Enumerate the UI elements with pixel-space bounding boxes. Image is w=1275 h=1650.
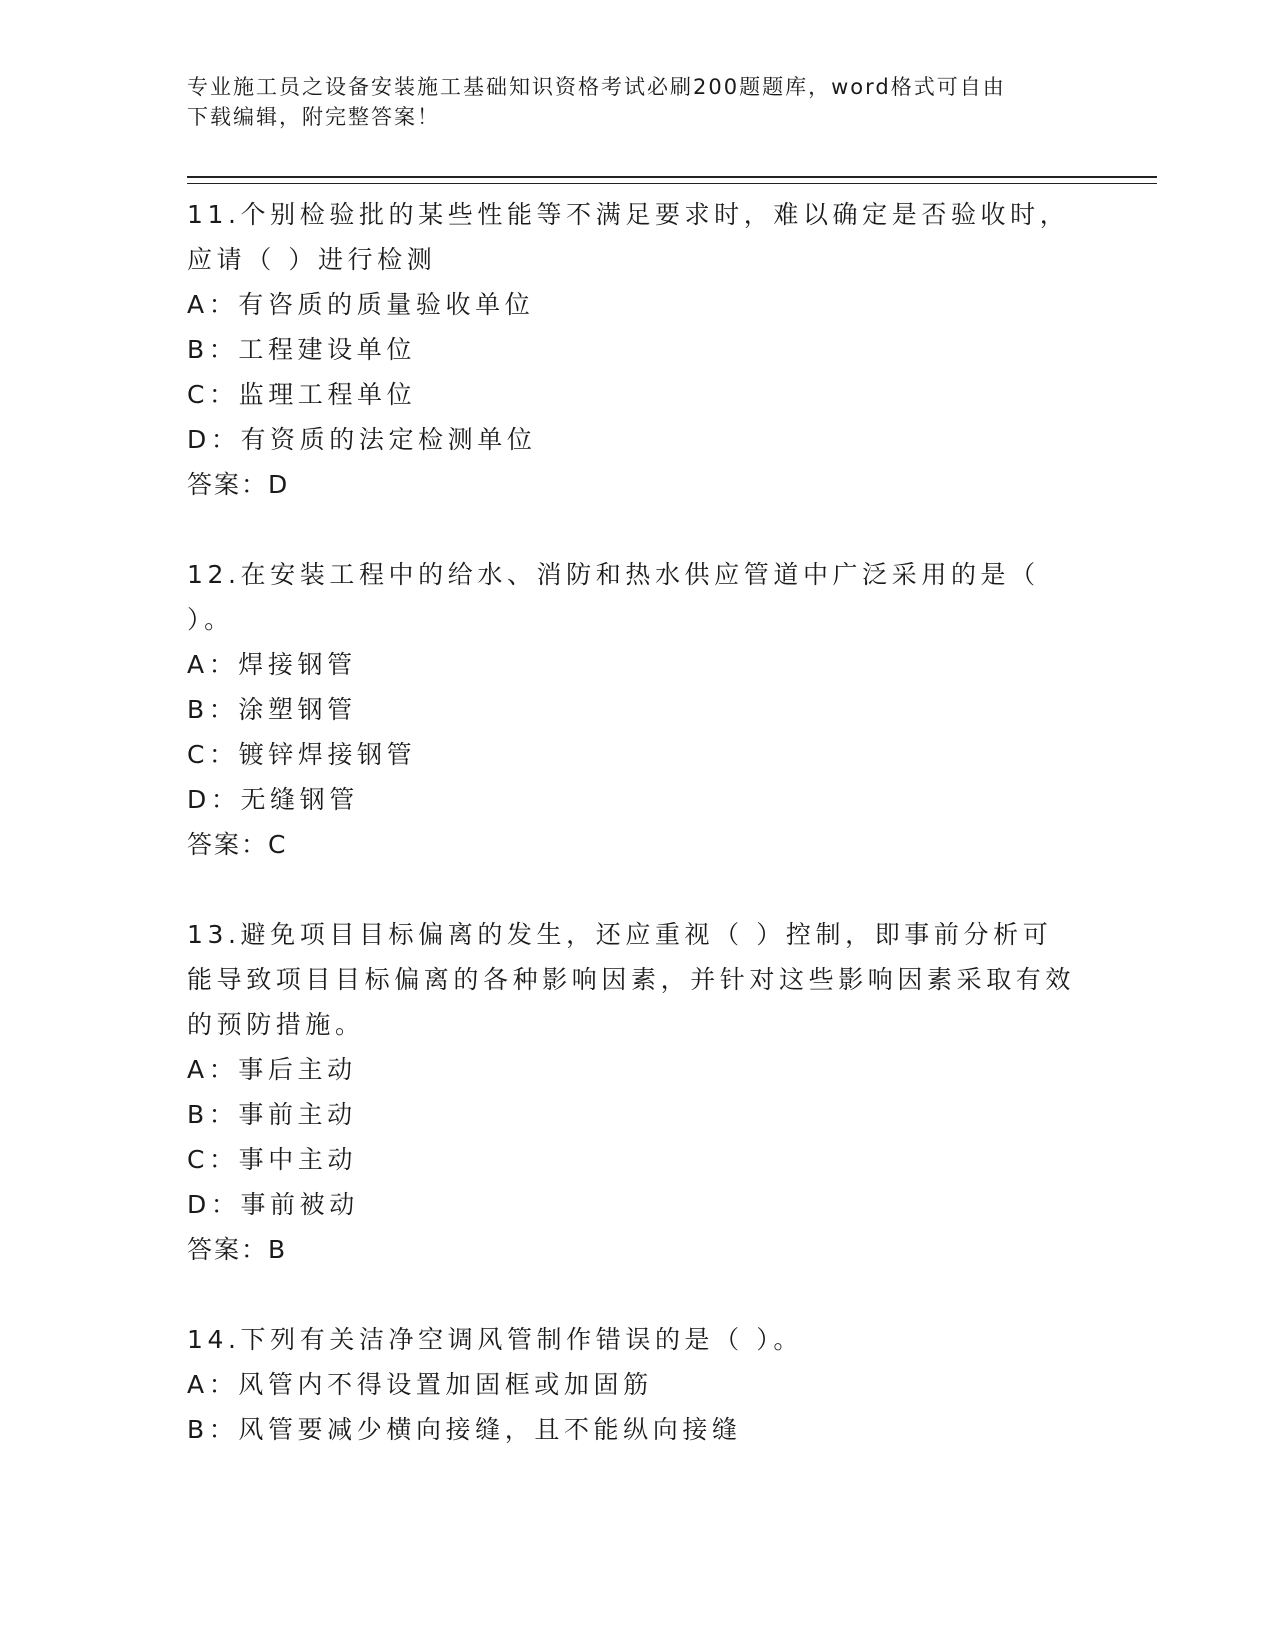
question-stem: 12.在安装工程中的给水、消防和热水供应管道中广泛采用的是（ ）。 — [187, 560, 1040, 634]
question-14 — [187, 1317, 1157, 1452]
option-c: C：事中主动 — [187, 1145, 358, 1174]
document-page — [187, 72, 1157, 1497]
header-divider — [187, 176, 1157, 184]
answer: 答案：B — [187, 1235, 288, 1264]
question-stem: 14.下列有关洁净空调风管制作错误的是（ ）。 — [187, 1325, 804, 1354]
question-list — [187, 192, 1157, 1452]
header-line-1: 专业施工员之设备安装施工基础知识资格考试必刷200题题库，word格式可自由 — [187, 75, 1006, 99]
question-stem: 11.个别检验批的某些性能等不满足要求时，难以确定是否验收时，应请（ ）进行检测 — [187, 200, 1070, 274]
option-a: A：有咨质的质量验收单位 — [187, 290, 535, 319]
question-12 — [187, 552, 1157, 867]
question-stem: 13.避免项目目标偏离的发生，还应重视（ ）控制，即事前分析可能导致项目目标偏离的各种影响因素，并针对这些影响因素采取有效的预防措施。 — [187, 920, 1076, 1039]
option-a: A：事后主动 — [187, 1055, 357, 1084]
question-11 — [187, 192, 1157, 507]
document-header — [187, 72, 1157, 132]
option-b: B：风管要减少横向接缝，且不能纵向接缝 — [187, 1415, 742, 1444]
answer: 答案：D — [187, 470, 290, 499]
option-d: D：无缝钢管 — [187, 785, 359, 814]
option-c: C：镀锌焊接钢管 — [187, 740, 417, 769]
option-b: B：事前主动 — [187, 1100, 357, 1129]
answer: 答案：C — [187, 830, 288, 859]
option-a: A：风管内不得设置加固框或加固筋 — [187, 1370, 653, 1399]
option-b: B：涂塑钢管 — [187, 695, 357, 724]
question-13 — [187, 912, 1157, 1272]
option-d: D：有资质的法定检测单位 — [187, 425, 537, 454]
option-d: D：事前被动 — [187, 1190, 359, 1219]
header-line-2: 下载编辑，附完整答案！ — [187, 105, 440, 129]
option-b: B：工程建设单位 — [187, 335, 416, 364]
option-c: C：监理工程单位 — [187, 380, 417, 409]
option-a: A：焊接钢管 — [187, 650, 357, 679]
